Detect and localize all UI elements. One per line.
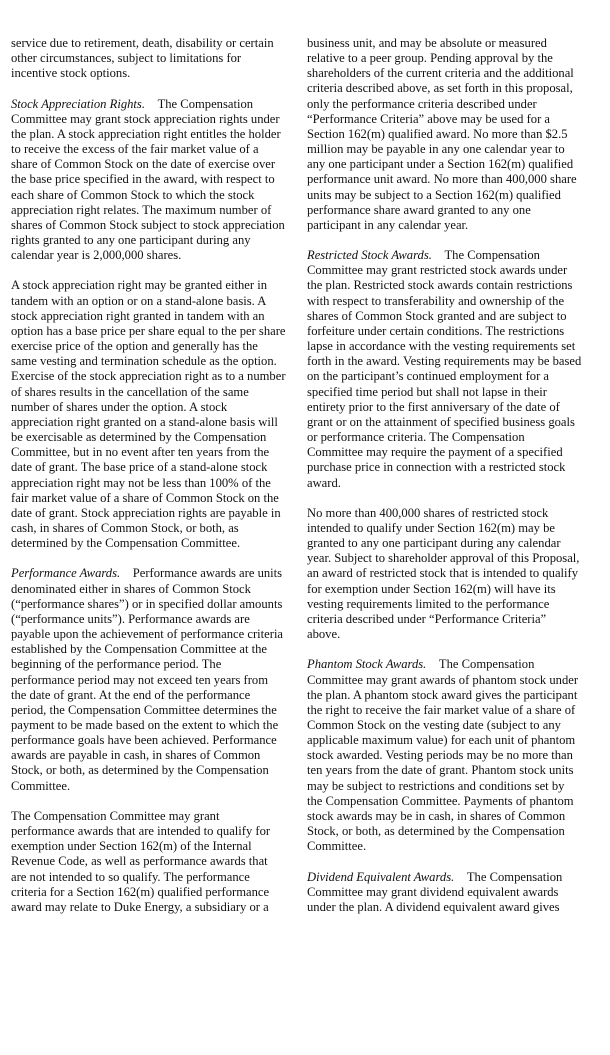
- paragraph-text: The Compensation Committee may grant performance awards that are intended to qualify for exemption under Section 162(m) of the Internal Revenue Code, as well as performance awards that are not intended to so qualify. The performance criteria for a Section 162(m) qualified performance award may relate to Duke Energy, a subsidiary or a: [11, 808, 271, 914]
- paragraph-restricted-stock-awards: [307, 248, 582, 491]
- paragraph-text: The Compensation Committee may grant restricted stock awards under the plan. Restricted stock awards contain restrictions with respect to transferability and ownership of the shares of Common Stock granted and are subject to forfeiture under certain conditions. The restrictions lapse in accordance with the vesting requirements set forth in the award. Vesting requirements may be based on the participant’s continued employment for a specified time period but shall not lapse in their entirety prior to the first anniversary of the date of grant or on the attainment of specified business goals or performance criteria. The Compensation Committee may require the payment of a specified purchase price in connection with a restricted stock award.: [307, 248, 582, 490]
- section-heading: Performance Awards.: [11, 566, 121, 581]
- paragraph-162m-performance: [11, 809, 286, 915]
- section-heading: Phantom Stock Awards.: [307, 657, 427, 672]
- paragraph-phantom-stock-awards: [307, 657, 582, 854]
- paragraph-text: The Compensation Committee may grant awards of phantom stock under the plan. A phantom stock award gives the participant the right to receive the fair market value of a share of Common Stock on the vesting date (subject to any applicable maximum value) for each unit of phantom stock awarded. Vesting periods may be no more than ten years from the date of grant. Phantom stock units may be subject to restrictions and conditions set by the Compensation Committee. Payments of phantom stock awards may be in cash, in shares of Common Stock, or both, as determined by the Compensation Committee.: [307, 657, 579, 854]
- paragraph-text: A stock appreciation right may be granted either in tandem with an option or on a stand-alone basis. A stock appreciation right granted in tandem with an option has a base price per share equal to the per share exercise price of the option and generally has the same vesting and termination schedule as the option. Exercise of the stock appreciation right as to a number of shares results in the cancellation of the same number of shares under the option. A stock appreciation right granted on a stand-alone basis will be exercisable as determined by the Compensation Committee, but in no event after ten years from the date of grant. The base price of a stand-alone stock appreciation right may not be less than 100% of the fair market value of a share of Common Stock on the date of grant. Stock appreciation rights are payable in cash, in shares of Common Stock, or both, as determined by the Compensation Committee.: [11, 278, 286, 551]
- section-heading: Stock Appreciation Rights.: [11, 96, 145, 111]
- paragraph-continuation: [307, 36, 582, 233]
- paragraph-dividend-equivalent-awards: [307, 870, 582, 915]
- paragraph-stock-appreciation-rights: [11, 97, 286, 264]
- paragraph-text: The Compensation Committee may grant dividend equivalent awards under the plan. A dividend equivalent award gives: [307, 869, 563, 914]
- paragraph-text: The Compensation Committee may grant stock appreciation rights under the plan. A stock appreciation right entitles the holder to receive the excess of the fair market value of a share of Common Stock on the date of exercise over the base price specified in the award, with respect to each share of Common Stock to which the stock appreciation right relates. The maximum number of shares of Common Stock subject to stock appreciation rights granted to any one participant during any calendar year is 2,000,000 shares.: [11, 96, 285, 263]
- paragraph-text: No more than 400,000 shares of restricted stock intended to qualify under Section 162(m) may be granted to any one participant during any calendar year. Subject to shareholder approval of this Proposal, an award of restricted stock that is intended to qualify for exemption under Section 162(m) will have its vesting requirements limited to the performance criteria described under “Performance Criteria” above.: [307, 505, 580, 642]
- left-column: [11, 36, 286, 930]
- paragraph-tandem-sar: [11, 278, 286, 551]
- paragraph-text: service due to retirement, death, disability or certain other circumstances, subject to limitations for incentive stock options.: [11, 36, 274, 81]
- paragraph-text: business unit, and may be absolute or measured relative to a peer group. Pending approval by the shareholders of the current criteria and the additional criteria described above, as set forth in this proposal, only the performance criteria described under “Performance Criteria” above may be used for a Section 162(m) qualified award. No more than $2.5 million may be payable in any one calendar year to any one participant under a Section 162(m) qualified performance unit award. No more than 400,000 share units may be subject to a Section 162(m) qualified performance share award granted to any one participant in any calendar year.: [307, 36, 577, 232]
- paragraph-continuation: [11, 36, 286, 81]
- section-heading: Dividend Equivalent Awards.: [307, 869, 455, 884]
- paragraph-restricted-stock-limit: [307, 506, 582, 642]
- right-column: [307, 36, 582, 930]
- paragraph-text: Performance awards are units denominated either in shares of Common Stock (“performance shares”) or in specified dollar amounts (“performance units”). Performance awards are payable upon the achievement of performance criteria established by the Compensation Committee at the beginning of the performance period. The performance period may not exceed ten years from the date of grant. At the end of the performance period, the Compensation Committee determines the payment to be made based on the extent to which the performance goals have been achieved. Performance awards are payable in cash, in shares of Common Stock, or both, as determined by the Compensation Committee.: [11, 566, 284, 793]
- paragraph-performance-awards: [11, 566, 286, 793]
- section-heading: Restricted Stock Awards.: [307, 248, 432, 263]
